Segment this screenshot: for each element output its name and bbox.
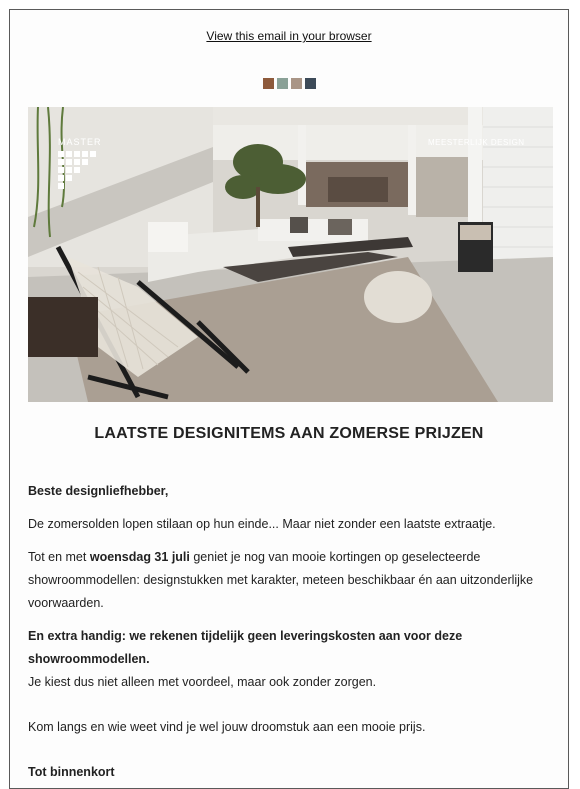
greeting: Beste designliefhebber,: [28, 484, 169, 498]
paragraph-no-worries: Je kiest dus niet alleen met voordeel, maar ook zonder zorgen.: [28, 675, 377, 689]
showroom-photo: [28, 107, 553, 402]
swatch-4: [305, 78, 316, 89]
swatch-2: [277, 78, 288, 89]
deadline-date: woensdag 31 juli: [89, 550, 190, 564]
paragraph-offer: Tot en met woensdag 31 juli geniet je nog van mooie kortingen op geselecteerde showroommodellen: designstukken met karakter, meteen beschikbaar én aan uitzonderlijke voorwaarden.: [28, 550, 534, 610]
email-body: [28, 480, 553, 784]
sign-off: Tot binnenkort: [28, 765, 115, 779]
swatch-3: [291, 78, 302, 89]
hero-image[interactable]: [28, 107, 553, 402]
paragraph-visit: Kom langs en wie weet vind je wel jouw droomstuk aan een mooie prijs.: [28, 720, 426, 734]
tagline-text: MEESTERLIJK DESIGN: [428, 138, 525, 147]
paragraph-intro: De zomersolden lopen stilaan op hun einde... Maar niet zonder een laatste extraatje.: [28, 517, 496, 531]
logo-text: MASTER: [58, 137, 102, 147]
color-swatches: [10, 78, 568, 89]
email-frame: [9, 9, 569, 789]
view-in-browser-link[interactable]: View this email in your browser: [206, 29, 372, 43]
headline: LAATSTE DESIGNITEMS AAN ZOMERSE PRIJZEN: [94, 425, 484, 442]
paragraph-delivery: En extra handig: we rekenen tijdelijk geen leveringskosten aan voor deze showroommodellen.: [28, 629, 463, 666]
swatch-1: [263, 78, 274, 89]
